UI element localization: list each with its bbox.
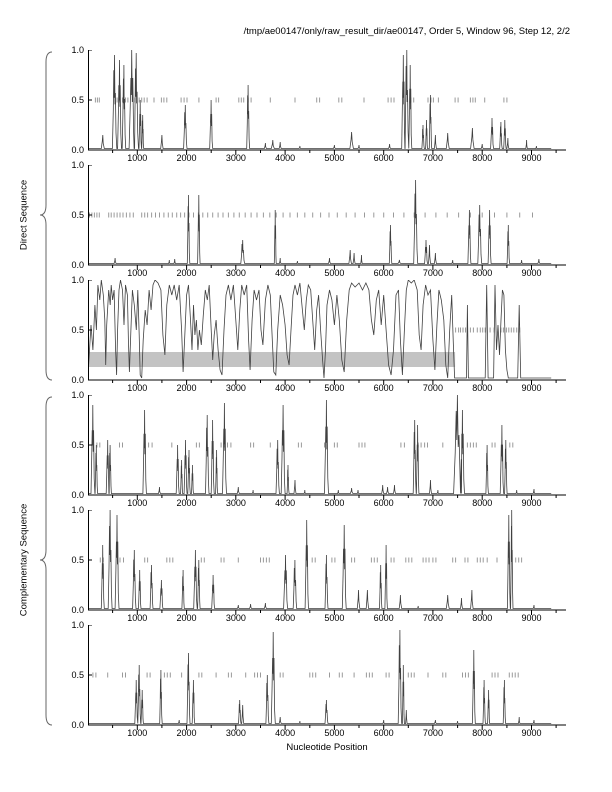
- probability-curve: [88, 180, 551, 264]
- y-tick-label: 1.0: [71, 44, 84, 55]
- probability-curve: [88, 395, 551, 494]
- y-tick-label: 0.5: [71, 554, 84, 565]
- y-tick-label: 0.5: [71, 324, 84, 335]
- x-tick-label: 7000: [422, 268, 443, 278]
- panel-direct-frame-3: [0, 274, 612, 396]
- x-tick-label: 4000: [275, 498, 296, 508]
- y-tick-label: 1.0: [71, 274, 84, 285]
- panel-complementary-frame-2: [0, 504, 612, 626]
- y-tick-label: 0.0: [71, 604, 84, 615]
- probability-curve: [88, 630, 551, 724]
- x-tick-label: 9000: [521, 498, 542, 508]
- y-tick-label: 0.0: [71, 719, 84, 730]
- x-tick-label: 4000: [275, 153, 296, 163]
- y-tick-label: 1.0: [71, 619, 84, 630]
- x-tick-label: 2000: [176, 613, 197, 623]
- x-tick-label: 9000: [521, 153, 542, 163]
- complementary-sequence-label: Complementary Sequence: [18, 503, 30, 617]
- x-tick-label: 4000: [275, 268, 296, 278]
- x-tick-label: 1000: [127, 613, 148, 623]
- x-tick-label: 5000: [324, 613, 345, 623]
- x-tick-label: 5000: [324, 153, 345, 163]
- x-tick-label: 9000: [521, 268, 542, 278]
- x-tick-label: 2000: [176, 268, 197, 278]
- panel-complementary-frame-3: [0, 619, 612, 741]
- x-tick-label: 9000: [521, 728, 542, 738]
- x-tick-label: 3000: [225, 383, 246, 393]
- x-tick-label: 3000: [225, 498, 246, 508]
- x-tick-label: 4000: [275, 728, 296, 738]
- y-tick-label: 0.5: [71, 669, 84, 680]
- x-tick-label: 8000: [472, 498, 493, 508]
- plot-area: [88, 625, 566, 737]
- x-tick-label: 6000: [373, 728, 394, 738]
- probability-curve: [88, 510, 551, 609]
- x-tick-label: 2000: [176, 728, 197, 738]
- x-tick-label: 9000: [521, 383, 542, 393]
- y-tick-label: 0.0: [71, 144, 84, 155]
- plot-area: [88, 165, 566, 277]
- x-tick-label: 7000: [422, 613, 443, 623]
- plot-area: [88, 280, 566, 392]
- y-tick-label: 1.0: [71, 159, 84, 170]
- x-tick-label: 8000: [472, 728, 493, 738]
- y-tick-label: 0.0: [71, 374, 84, 385]
- x-tick-label: 6000: [373, 153, 394, 163]
- y-tick-label: 0.5: [71, 94, 84, 105]
- x-tick-label: 3000: [225, 153, 246, 163]
- x-tick-label: 5000: [324, 498, 345, 508]
- x-tick-label: 4000: [275, 613, 296, 623]
- x-tick-label: 3000: [225, 613, 246, 623]
- plot-area: [88, 50, 566, 162]
- x-tick-label: 5000: [324, 268, 345, 278]
- x-tick-label: 1000: [127, 268, 148, 278]
- x-tick-label: 7000: [422, 383, 443, 393]
- x-tick-label: 2000: [176, 153, 197, 163]
- x-tick-label: 8000: [472, 383, 493, 393]
- threshold-band: [88, 352, 455, 367]
- x-tick-label: 1000: [127, 153, 148, 163]
- x-tick-label: 5000: [324, 383, 345, 393]
- x-tick-label: 2000: [176, 498, 197, 508]
- x-tick-label: 7000: [422, 728, 443, 738]
- x-tick-label: 1000: [127, 498, 148, 508]
- x-tick-label: 1000: [127, 728, 148, 738]
- x-tick-label: 5000: [324, 728, 345, 738]
- x-axis-title: Nucleotide Position: [286, 742, 368, 753]
- y-tick-label: 1.0: [71, 389, 84, 400]
- x-tick-label: 8000: [472, 268, 493, 278]
- x-tick-label: 1000: [127, 383, 148, 393]
- plot-area: [88, 510, 566, 622]
- y-tick-label: 0.0: [71, 259, 84, 270]
- panel-complementary-frame-1: [0, 389, 612, 511]
- panel-direct-frame-1: [0, 44, 612, 166]
- y-tick-label: 0.0: [71, 489, 84, 500]
- x-tick-label: 8000: [472, 613, 493, 623]
- direct-sequence-label: Direct Sequence: [18, 179, 30, 251]
- y-tick-label: 0.5: [71, 439, 84, 450]
- x-tick-label: 7000: [422, 498, 443, 508]
- x-tick-label: 4000: [275, 383, 296, 393]
- plot-area: [88, 395, 566, 507]
- x-tick-label: 6000: [373, 383, 394, 393]
- x-tick-label: 7000: [422, 153, 443, 163]
- y-tick-label: 1.0: [71, 504, 84, 515]
- x-tick-label: 6000: [373, 498, 394, 508]
- x-tick-label: 6000: [373, 268, 394, 278]
- panel-direct-frame-2: [0, 159, 612, 281]
- x-tick-label: 3000: [225, 728, 246, 738]
- y-tick-label: 0.5: [71, 209, 84, 220]
- x-tick-label: 6000: [373, 613, 394, 623]
- x-tick-label: 9000: [521, 613, 542, 623]
- x-tick-label: 8000: [472, 153, 493, 163]
- x-tick-label: 3000: [225, 268, 246, 278]
- x-tick-label: 2000: [176, 383, 197, 393]
- figure-title: /tmp/ae00147/only/raw_result_dir/ae00147, Order 5, Window 96, Step 12, 2/2: [243, 26, 570, 37]
